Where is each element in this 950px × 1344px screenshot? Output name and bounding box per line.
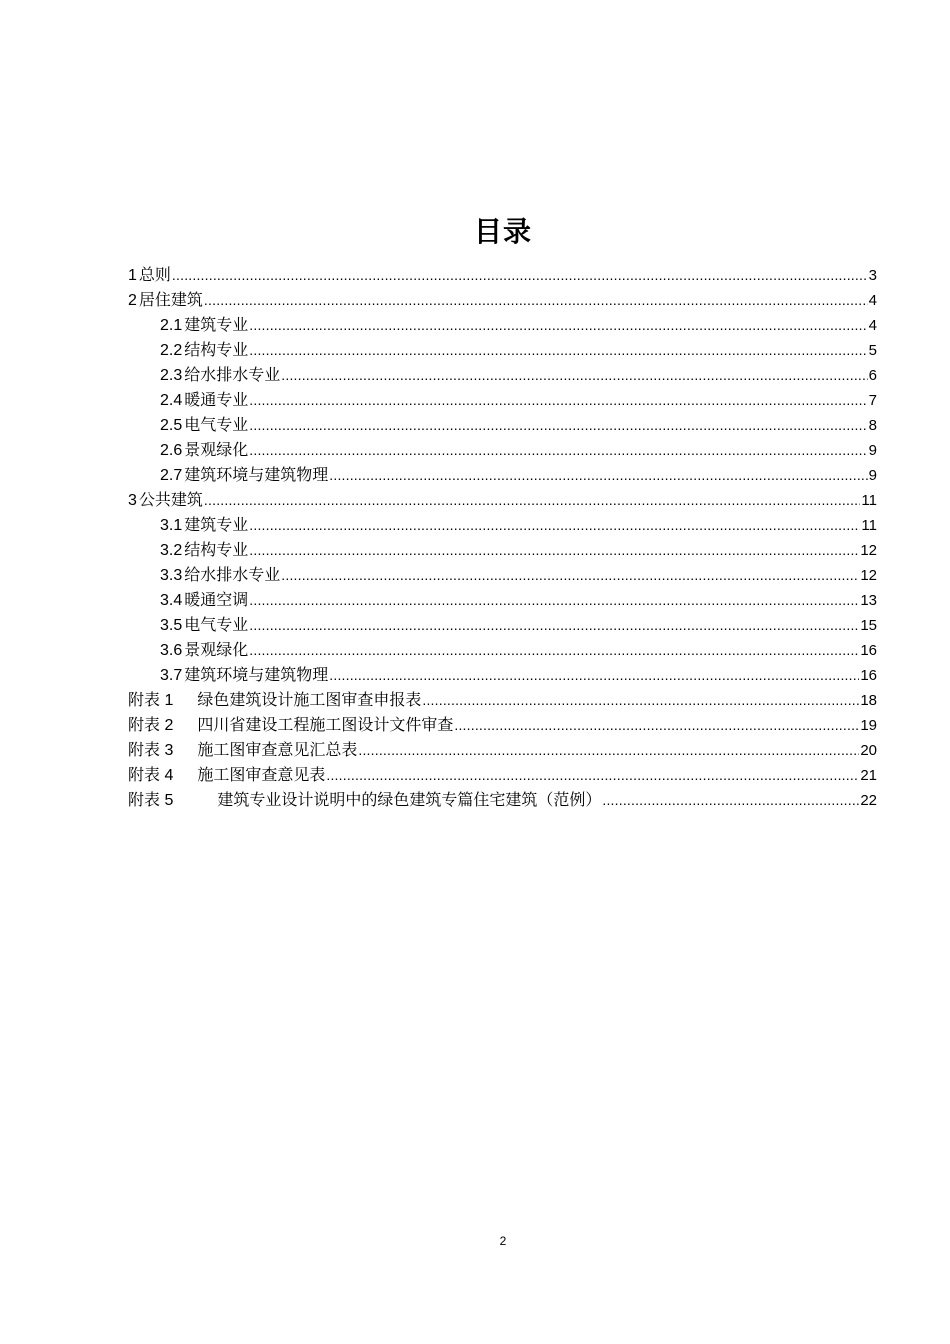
toc-entry-number: 2.3: [160, 367, 183, 384]
toc-entry-number: 3.2: [160, 542, 183, 559]
toc-entry-text: 给水排水专业: [184, 565, 281, 584]
toc-dot-leader: [172, 263, 868, 288]
toc-entry-number: 3: [128, 492, 137, 509]
toc-entry-label: [160, 562, 280, 588]
toc-entry-text: 暖通专业: [184, 390, 249, 409]
toc-entry-text: 居住建筑: [138, 290, 203, 309]
toc-dot-leader: [249, 638, 859, 663]
toc-entry-page: 11: [861, 517, 877, 534]
toc-entry-label: [160, 462, 328, 488]
toc-dot-leader: [249, 513, 860, 538]
toc-entry-number: 1: [128, 267, 137, 284]
toc-dot-leader: [281, 363, 867, 388]
toc-entry[interactable]: [128, 337, 877, 362]
toc-entry-number: 2.6: [160, 442, 183, 459]
toc-entry-label: [128, 737, 357, 763]
toc-dot-leader: [249, 313, 867, 338]
toc-entry-text: 四川省建设工程施工图设计文件审查: [197, 715, 454, 734]
toc-dot-leader: [249, 388, 867, 413]
toc-entry-text: 暖通空调: [184, 590, 249, 609]
toc-dot-leader: [249, 588, 859, 613]
toc-entry-label: [128, 787, 601, 813]
toc-entry-number: 2.2: [160, 342, 183, 359]
toc-entry-number: 附表 4: [128, 767, 174, 784]
toc-entry-number: 3.1: [160, 517, 183, 534]
toc-dot-leader: [454, 713, 859, 738]
toc-entry-label: [160, 437, 248, 463]
toc-entry-page: 16: [860, 642, 877, 659]
toc-entry-label: [128, 762, 325, 788]
toc-dot-leader: [204, 488, 861, 513]
toc-entry[interactable]: [128, 787, 877, 812]
toc-entry-page: 12: [860, 567, 877, 584]
toc-entry-label: [160, 337, 248, 363]
toc-entry[interactable]: [128, 612, 877, 637]
toc-entry-label: [160, 412, 248, 438]
toc-entry-text: 景观绿化: [184, 640, 249, 659]
toc-dot-leader: [249, 538, 859, 563]
toc-entry-number: 附表 3: [128, 742, 174, 759]
toc-entry-label: [128, 487, 203, 513]
toc-entry[interactable]: [128, 462, 877, 487]
table-of-contents: [128, 262, 877, 812]
toc-entry-text: 绿色建筑设计施工图审查申报表: [197, 690, 422, 709]
toc-entry-page: 3: [868, 267, 877, 284]
toc-entry-number: 3.3: [160, 567, 183, 584]
toc-entry-number: 3.7: [160, 667, 183, 684]
toc-entry-page: 12: [860, 542, 877, 559]
toc-entry-text: 总则: [138, 265, 171, 284]
toc-entry-number: 2.4: [160, 392, 183, 409]
toc-entry-label: [128, 712, 453, 738]
toc-entry-number: 2: [128, 292, 137, 309]
toc-entry[interactable]: [128, 712, 877, 737]
toc-entry-label: [128, 287, 203, 313]
toc-entry-page: 7: [868, 392, 877, 409]
toc-entry-number: 3.5: [160, 617, 183, 634]
toc-dot-leader: [602, 788, 859, 813]
toc-dot-leader: [249, 413, 867, 438]
toc-entry-page: 16: [860, 667, 877, 684]
toc-entry-label: [160, 612, 248, 638]
toc-entry[interactable]: [128, 512, 877, 537]
toc-entry-number: 附表 5: [128, 792, 174, 809]
toc-title: 目录: [473, 215, 532, 248]
toc-entry[interactable]: [128, 387, 877, 412]
toc-entry-text: 结构专业: [184, 340, 249, 359]
toc-entry-number: 附表 2: [128, 717, 174, 734]
toc-entry-page: 20: [860, 742, 877, 759]
toc-entry[interactable]: [128, 262, 877, 287]
toc-dot-leader: [249, 338, 867, 363]
toc-entry-number: 2.5: [160, 417, 183, 434]
toc-entry[interactable]: [128, 412, 877, 437]
toc-entry-number: 3.6: [160, 642, 183, 659]
toc-entry[interactable]: [128, 362, 877, 387]
page-number: 2: [499, 1234, 507, 1248]
toc-entry-label: [160, 362, 280, 388]
toc-entry-page: 8: [868, 417, 877, 434]
toc-entry[interactable]: [128, 637, 877, 662]
toc-entry-text: 建筑专业设计说明中的绿色建筑专篇住宅建筑（范例）: [217, 790, 602, 809]
toc-entry[interactable]: [128, 737, 877, 762]
toc-entry-text: 结构专业: [184, 540, 249, 559]
toc-entry-page: 4: [868, 317, 877, 334]
toc-entry-text: 施工图审查意见汇总表: [197, 740, 358, 759]
toc-entry-label: [160, 312, 248, 338]
toc-entry-text: 景观绿化: [184, 440, 249, 459]
toc-entry-page: 11: [861, 492, 877, 509]
toc-entry-number: 2.7: [160, 467, 183, 484]
toc-entry[interactable]: [128, 762, 877, 787]
toc-entry-page: 18: [860, 692, 877, 709]
toc-entry-label: [160, 637, 248, 663]
toc-entry-text: 给水排水专业: [184, 365, 281, 384]
toc-entry[interactable]: [128, 487, 877, 512]
toc-entry-number: 2.1: [160, 317, 183, 334]
toc-entry[interactable]: [128, 287, 877, 312]
toc-entry-text: 电气专业: [184, 615, 249, 634]
toc-dot-leader: [204, 288, 868, 313]
toc-entry-page: 9: [868, 442, 877, 459]
toc-entry-label: [160, 387, 248, 413]
toc-entry-number: 附表 1: [128, 692, 174, 709]
toc-entry-label: [128, 687, 421, 713]
toc-entry-page: 6: [868, 367, 877, 384]
toc-entry[interactable]: [128, 537, 877, 562]
toc-entry-page: 13: [860, 592, 877, 609]
toc-dot-leader: [358, 738, 859, 763]
toc-entry-text: 电气专业: [184, 415, 249, 434]
toc-entry-label: [160, 662, 328, 688]
toc-entry-page: 21: [860, 767, 877, 784]
toc-dot-leader: [326, 763, 859, 788]
toc-entry-text: 公共建筑: [138, 490, 203, 509]
toc-entry-label: [128, 262, 171, 288]
toc-entry[interactable]: [128, 562, 877, 587]
toc-entry-text: 建筑专业: [184, 515, 249, 534]
toc-entry[interactable]: [128, 437, 877, 462]
toc-entry[interactable]: [128, 587, 877, 612]
toc-entry-text: 建筑专业: [184, 315, 249, 334]
toc-entry-text: 建筑环境与建筑物理: [184, 665, 329, 684]
toc-entry-page: 4: [868, 292, 877, 309]
toc-entry-page: 5: [868, 342, 877, 359]
toc-entry-label: [160, 512, 248, 538]
toc-entry-label: [160, 587, 248, 613]
toc-entry-page: 19: [860, 717, 877, 734]
toc-entry-page: 15: [860, 617, 877, 634]
toc-dot-leader: [249, 613, 859, 638]
toc-entry[interactable]: [128, 687, 877, 712]
toc-dot-leader: [249, 438, 867, 463]
toc-entry-page: 22: [860, 792, 877, 809]
toc-dot-leader: [329, 663, 859, 688]
toc-dot-leader: [422, 688, 859, 713]
toc-entry-text: 施工图审查意见表: [197, 765, 326, 784]
toc-entry-text: 建筑环境与建筑物理: [184, 465, 329, 484]
toc-entry-label: [160, 537, 248, 563]
toc-entry-page: 9: [868, 467, 877, 484]
toc-dot-leader: [329, 463, 867, 488]
toc-entry[interactable]: [128, 312, 877, 337]
toc-entry-number: 3.4: [160, 592, 183, 609]
toc-entry[interactable]: [128, 662, 877, 687]
toc-dot-leader: [281, 563, 859, 588]
